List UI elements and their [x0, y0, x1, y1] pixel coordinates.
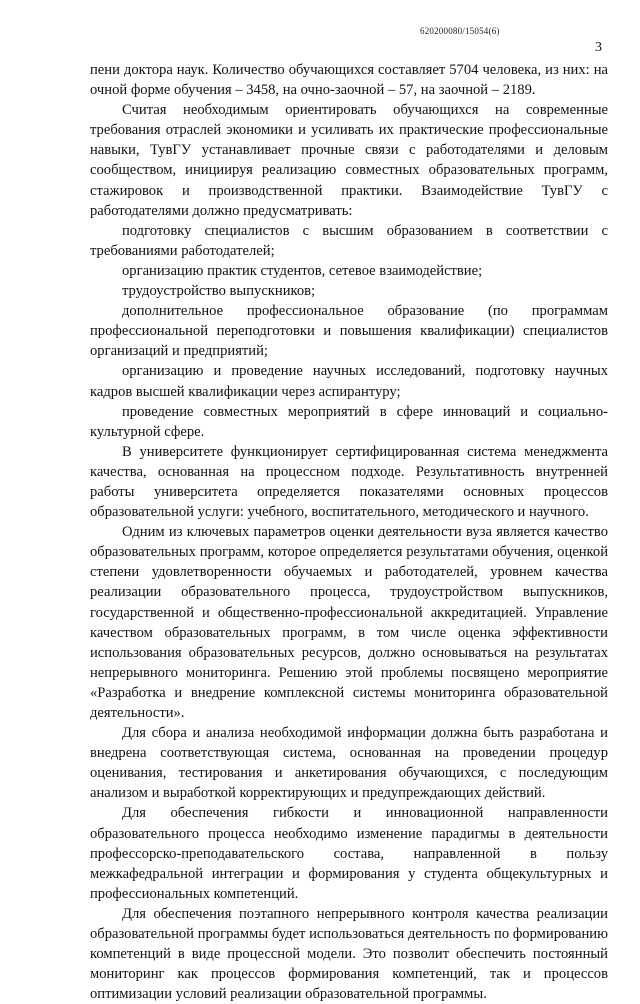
paragraph-quality-management: В университете функционирует сертифицированная система менеджмента качества, основанная на процессном подходе. Результативность внутренней работы университета определяется показателями основных процессов образовательной услуги: учебного, воспитательного, методического и научного. — [90, 443, 608, 521]
list-item-graduate-employment: трудоустройство выпускников; — [122, 283, 316, 300]
paragraph-paradigm-change: Для обеспечения гибкости и инновационной направленности образовательного процесса необходимо изменение парадигмы в деятельности профессорско-преподавательского состава, направленной в пользу межкафедральной интеграции и формирования у студента общекультурных и профессиональных компетенций. — [90, 805, 608, 902]
paragraph-employer-relations: Считая необходимым ориентировать обучающихся на современные требования отраслей экономики и усиливать их практические профессиональные навыки, ТувГУ устанавливает прочные связи с работодателями и деловым сообществом, инициируя реализацию совместных образовательных программ, стажировок и производственной практики. Взаимодействие ТувГУ с работодателями должно предусматривать: — [90, 102, 608, 219]
list-item-student-practice: организацию практик студентов, сетевое взаимодействие; — [122, 262, 483, 279]
list-item-joint-events: проведение совместных мероприятий в сфере инноваций и социально-культурной сфере. — [90, 403, 608, 440]
document-code: 620200080/15054(6) — [420, 26, 500, 36]
page-number: 3 — [595, 40, 602, 55]
paragraph-continuous-control: Для обеспечения поэтапного непрерывного контроля качества реализации образовательной программы будет использоваться деятельность по формированию компетенций в виде процессной модели. Это позволит обеспечить постоянный мониторинг как процессов формирования компетенций, так и процессов оптимизации условий реализации образовательной программы. — [90, 905, 608, 1003]
document-body — [90, 60, 608, 1004]
list-item-scientific-research: организацию и проведение научных исследований, подготовку научных кадров высшей квалификации через аспирантуру; — [90, 363, 608, 400]
paragraph-student-count: пени доктора наук. Количество обучающихся составляет 5704 человека, из них: на очной форме обучения – 3458, на очно-заочной – 57, на заочной – 2189. — [90, 62, 608, 99]
list-item-specialist-training: подготовку специалистов с высшим образованием в соответствии с требованиями работодателей; — [90, 222, 608, 259]
paragraph-information-collection: Для сбора и анализа необходимой информации должна быть разработана и внедрена соответствующая система, основанная на проведении процедур оценивания, тестирования и анкетирования обучающихся, с последующим анализом и выработкой корректирующих и предупреждающих действий. — [90, 725, 608, 802]
list-item-additional-education: дополнительное профессиональное образование (по программам профессиональной переподготовки и повышения квалификации) специалистов организаций и предприятий; — [90, 303, 608, 360]
paragraph-program-quality: Одним из ключевых параметров оценки деятельности вуза является качество образовательных программ, которое определяется результатами обучения, оценкой степени удовлетворенности обучаемых и работодателей, уровнем качества реализации образовательного процесса, трудоустройством выпускников, государственной и общественно-профессиональной аккредитацией. Управление качеством образовательных программ, в том числе оценка эффективности использования образовательных ресурсов, должно основываться на результатах непрерывного мониторинга. Решению этой проблемы посвящено мероприятие «Разработка и внедрение комплексной системы мониторинга образовательной деятельности». — [90, 524, 608, 721]
